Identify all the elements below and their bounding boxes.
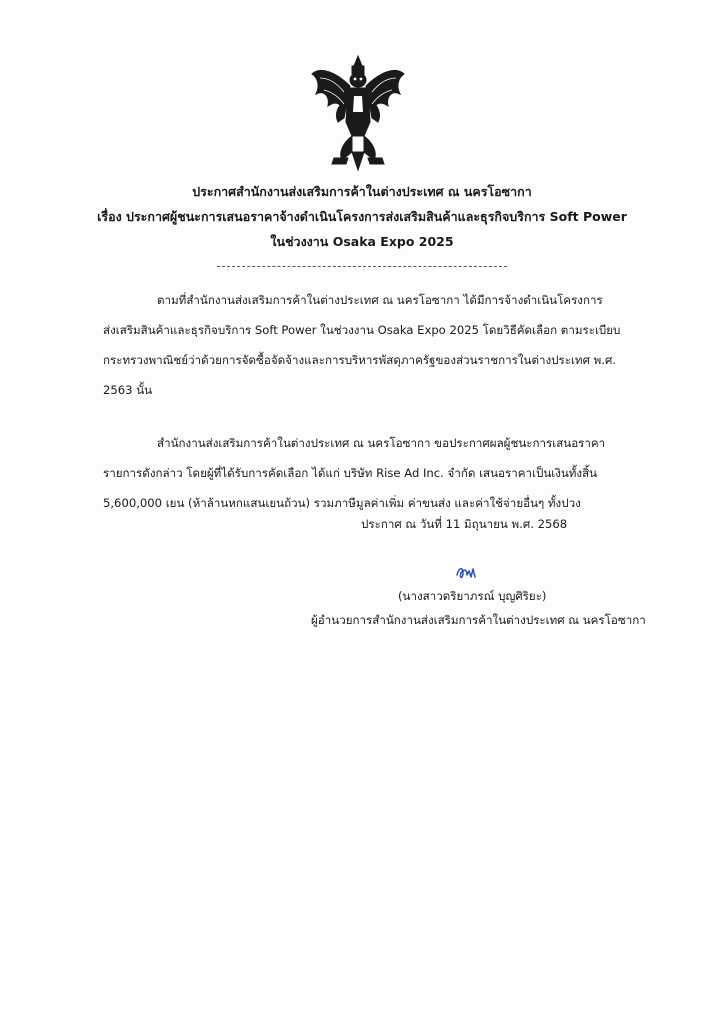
paragraph1-line3: กระทรวงพาณิชย์ว่าด้วยการจัดซื้อจัดจ้างและการบริหารพัสดุภาครัฐของส่วนราชการในต่างประเทศ พ.ศ. [103,353,616,367]
announcement-title: ประกาศสำนักงานส่งเสริมการค้าในต่างประเทศ ณ นครโอซากา [192,184,532,199]
garuda-emblem-icon [308,52,408,172]
paragraph2-line2: รายการดังกล่าว โดยผู้ที่ได้รับการคัดเลือก ได้แก่ บริษัท Rise Ad Inc. จำกัด เสนอราคาเป็นเงินทั้งสิ้น [103,466,598,480]
paragraph2-line3: 5,600,000 เยน (ห้าล้านหกแสนเยนถ้วน) รวมภาษีมูลค่าเพิ่ม ค่าขนส่ง และค่าใช้จ่ายอื่นๆ ทั้งปวง [103,496,581,510]
signatory-name: (นางสาวดริยาภรณ์ บุญศิริยะ) [398,589,547,603]
paragraph1-line1: ตามที่สำนักงานส่งเสริมการค้าในต่างประเทศ ณ นครโอซากา ได้มีการจ้างดำเนินโครงการ [157,293,603,307]
header-divider [217,266,507,267]
handwritten-signature [453,563,493,583]
announcement-subject-continued: ในช่วงงาน Osaka Expo 2025 [270,234,454,249]
signatory-position: ผู้อำนวยการสำนักงานส่งเสริมการค้าในต่างประเทศ ณ นครโอซากา [311,613,646,627]
announcement-subject: เรื่อง ประกาศผู้ชนะการเสนอราคาจ้างดำเนินโครงการส่งเสริมสินค้าและธุรกิจบริการ Soft Power [97,209,627,224]
announcement-date: ประกาศ ณ วันที่ 11 มิถุนายน พ.ศ. 2568 [361,517,568,531]
paragraph1-line2: ส่งเสริมสินค้าและธุรกิจบริการ Soft Power ในช่วงงาน Osaka Expo 2025 โดยวิธีคัดเลือก ตามระเบียบ [103,323,621,337]
paragraph2-line1: สำนักงานส่งเสริมการค้าในต่างประเทศ ณ นครโอซากา ขอประกาศผลผู้ชนะการเสนอราคา [157,436,606,450]
paragraph1-line4: 2563 นั้น [103,383,153,397]
